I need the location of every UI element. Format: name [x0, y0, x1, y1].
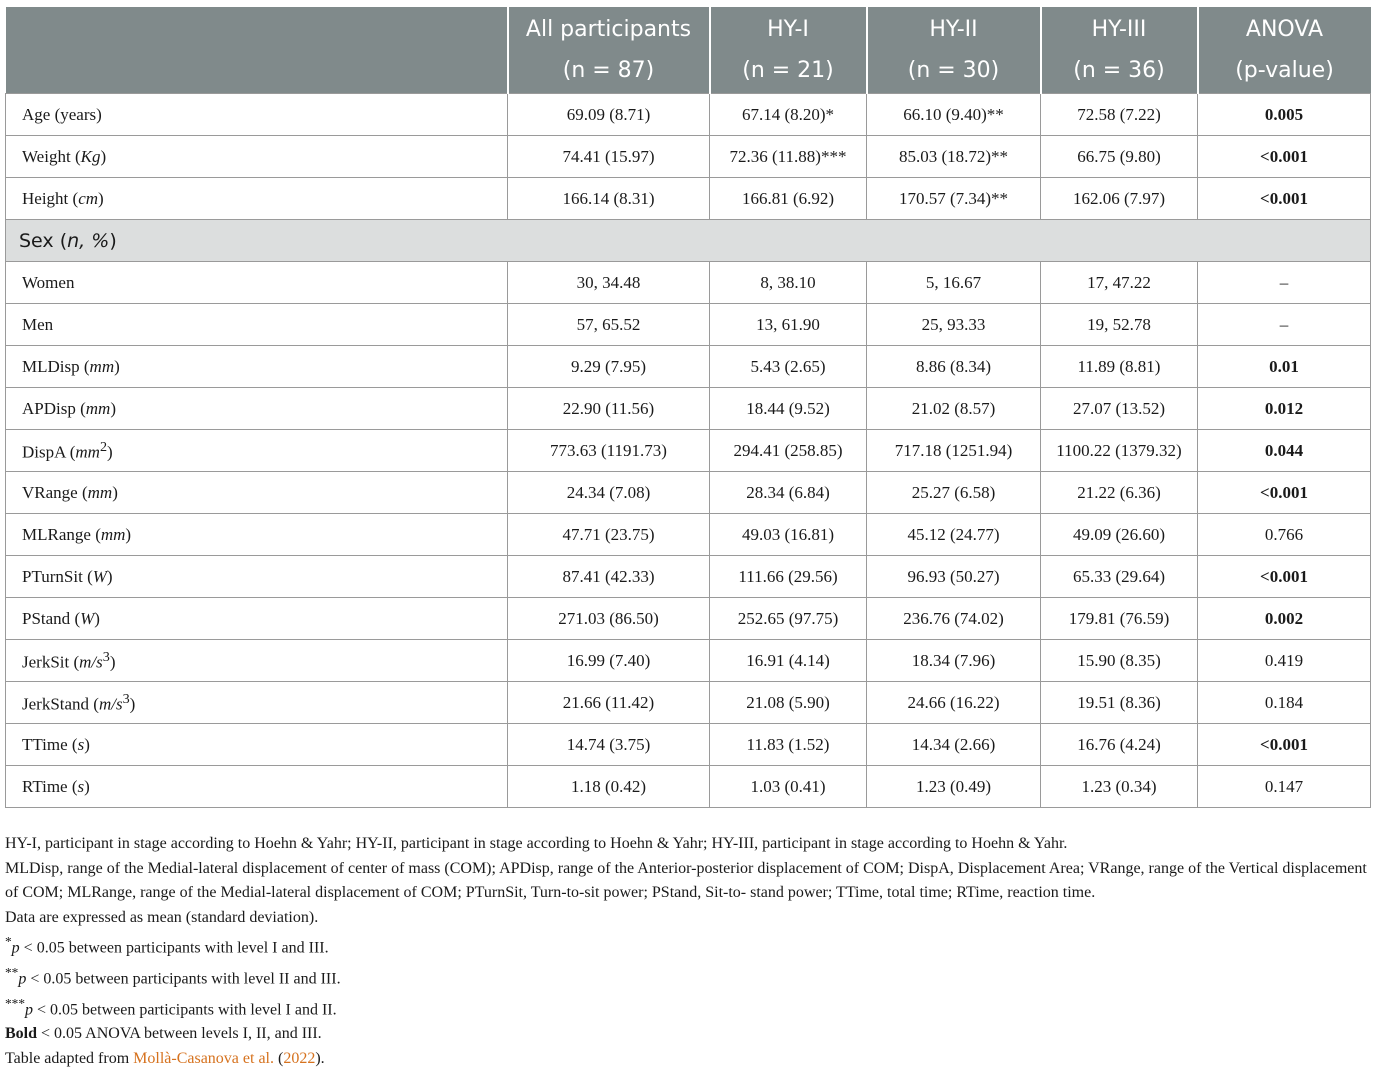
row-label: Height (cm): [6, 178, 508, 220]
table-row: [6, 598, 1371, 640]
header-all-participants: All participants (n = 87): [508, 7, 710, 94]
cell-p-value: 0.419: [1198, 640, 1371, 682]
cell-hy2: 1.23 (0.49): [867, 766, 1041, 808]
cell-all: 57, 65.52: [508, 304, 710, 346]
cell-hy2: 25, 93.33: [867, 304, 1041, 346]
row-label: PStand (W): [6, 598, 508, 640]
section-label: Sex (n, %): [6, 220, 1371, 262]
row-label: MLRange (mm): [6, 514, 508, 556]
cell-p-value: 0.044: [1198, 430, 1371, 472]
footnote-bold: Bold < 0.05 ANOVA between levels I, II, and III.: [5, 1025, 322, 1043]
row-label: JerkStand $(m/s^3)$: [6, 682, 508, 724]
row-label: JerkSit $(m/s^3)$: [6, 640, 508, 682]
cell-p-value: <0.001: [1198, 724, 1371, 766]
citation-link[interactable]: Mollà-Casanova et al.: [133, 1049, 274, 1067]
data-table: [5, 7, 1371, 808]
cell-hy1: 72.36 (11.88)***: [710, 136, 867, 178]
footnote-significance-1: *p < 0.05 between participants with level I and III.: [5, 934, 329, 957]
row-label: RTime (s): [6, 766, 508, 808]
table-row: [6, 640, 1371, 682]
table-row: [6, 556, 1371, 598]
cell-hy2: 170.57 (7.34)**: [867, 178, 1041, 220]
row-label: VRange (mm): [6, 472, 508, 514]
table-row: [6, 136, 1371, 178]
row-label: APDisp (mm): [6, 388, 508, 430]
cell-all: 69.09 (8.71): [508, 94, 710, 136]
cell-hy3: 1100.22 (1379.32): [1041, 430, 1198, 472]
cell-all: 74.41 (15.97): [508, 136, 710, 178]
table-row: [6, 430, 1371, 472]
row-label: Weight (Kg): [6, 136, 508, 178]
table-row: [6, 262, 1371, 304]
footnote-source: Table adapted from Mollà-Casanova et al. (2022).: [5, 1049, 325, 1067]
cell-hy1: 16.91 (4.14): [710, 640, 867, 682]
cell-all: 87.41 (42.33): [508, 556, 710, 598]
cell-hy1: 11.83 (1.52): [710, 724, 867, 766]
table-row: [6, 472, 1371, 514]
table-row: [6, 766, 1371, 808]
cell-hy3: 21.22 (6.36): [1041, 472, 1198, 514]
cell-hy3: 1.23 (0.34): [1041, 766, 1198, 808]
cell-hy1: 8, 38.10: [710, 262, 867, 304]
cell-hy2: 5, 16.67: [867, 262, 1041, 304]
cell-hy2: 25.27 (6.58): [867, 472, 1041, 514]
cell-p-value: –: [1198, 262, 1371, 304]
cell-hy1: 21.08 (5.90): [710, 682, 867, 724]
header-hy-i: HY-I (n = 21): [710, 7, 867, 94]
cell-all: 16.99 (7.40): [508, 640, 710, 682]
table-row: [6, 346, 1371, 388]
section-row-sex: [6, 220, 1371, 262]
cell-hy2: 18.34 (7.96): [867, 640, 1041, 682]
cell-p-value: <0.001: [1198, 556, 1371, 598]
cell-hy3: 162.06 (7.97): [1041, 178, 1198, 220]
cell-p-value: 0.184: [1198, 682, 1371, 724]
cell-hy1: 18.44 (9.52): [710, 388, 867, 430]
cell-hy1: 13, 61.90: [710, 304, 867, 346]
table-body: [6, 94, 1371, 808]
cell-hy3: 19.51 (8.36): [1041, 682, 1198, 724]
cell-p-value: <0.001: [1198, 178, 1371, 220]
cell-hy2: 717.18 (1251.94): [867, 430, 1041, 472]
footnote-abbrev-measures: MLDisp, range of the Medial-lateral displacement of center of mass (COM); APDisp, range of the Anterior-posterior displacement of COM; DispA, Displacement Area; VRange, range of the Vertical displacement of COM; MLRange, range of the Medial-lateral displacement of COM; PTurnSit, Turn-to-sit power; PStand, Sit-to- stand power; TTime, total time; RTime, reaction time.: [5, 859, 1367, 901]
table-container: [5, 7, 1370, 808]
cell-hy3: 17, 47.22: [1041, 262, 1198, 304]
table-row: [6, 514, 1371, 556]
cell-hy2: 66.10 (9.40)**: [867, 94, 1041, 136]
header-hy-ii: HY-II (n = 30): [867, 7, 1041, 94]
cell-all: 14.74 (3.75): [508, 724, 710, 766]
cell-p-value: 0.012: [1198, 388, 1371, 430]
cell-all: 24.34 (7.08): [508, 472, 710, 514]
cell-p-value: –: [1198, 304, 1371, 346]
cell-hy1: 252.65 (97.75): [710, 598, 867, 640]
row-label: TTime (s): [6, 724, 508, 766]
cell-hy2: 45.12 (24.77): [867, 514, 1041, 556]
table-row: [6, 682, 1371, 724]
header-empty: [6, 7, 508, 94]
cell-hy3: 16.76 (4.24): [1041, 724, 1198, 766]
cell-all: 30, 34.48: [508, 262, 710, 304]
cell-hy3: 72.58 (7.22): [1041, 94, 1198, 136]
table-footnotes: [5, 832, 1373, 1071]
row-label: Women: [6, 262, 508, 304]
cell-p-value: 0.002: [1198, 598, 1371, 640]
table-row: [6, 304, 1371, 346]
cell-hy2: 8.86 (8.34): [867, 346, 1041, 388]
citation-year-link[interactable]: 2022: [283, 1049, 316, 1067]
cell-p-value: <0.001: [1198, 472, 1371, 514]
cell-hy2: 96.93 (50.27): [867, 556, 1041, 598]
cell-hy2: 21.02 (8.57): [867, 388, 1041, 430]
cell-hy1: 28.34 (6.84): [710, 472, 867, 514]
cell-hy3: 179.81 (76.59): [1041, 598, 1198, 640]
row-label: DispA $(mm^2)$: [6, 430, 508, 472]
cell-hy1: 49.03 (16.81): [710, 514, 867, 556]
cell-hy1: 166.81 (6.92): [710, 178, 867, 220]
table-row: [6, 388, 1371, 430]
cell-hy3: 19, 52.78: [1041, 304, 1198, 346]
cell-hy1: 5.43 (2.65): [710, 346, 867, 388]
cell-p-value: 0.766: [1198, 514, 1371, 556]
cell-hy3: 49.09 (26.60): [1041, 514, 1198, 556]
table-row: [6, 178, 1371, 220]
table-header: [6, 7, 1371, 94]
cell-all: 47.71 (23.75): [508, 514, 710, 556]
cell-hy3: 15.90 (8.35): [1041, 640, 1198, 682]
cell-hy1: 1.03 (0.41): [710, 766, 867, 808]
cell-all: 271.03 (86.50): [508, 598, 710, 640]
cell-all: 166.14 (8.31): [508, 178, 710, 220]
cell-hy1: 67.14 (8.20)*: [710, 94, 867, 136]
table-row: [6, 724, 1371, 766]
cell-all: 21.66 (11.42): [508, 682, 710, 724]
cell-hy2: 24.66 (16.22): [867, 682, 1041, 724]
cell-hy2: 14.34 (2.66): [867, 724, 1041, 766]
cell-hy1: 294.41 (258.85): [710, 430, 867, 472]
cell-p-value: <0.001: [1198, 136, 1371, 178]
footnote-abbrev-hy: HY-I, participant in stage according to Hoehn & Yahr; HY-II, participant in stage according to Hoehn & Yahr; HY-III, participant in stage according to Hoehn & Yahr.: [5, 835, 1068, 852]
row-label: PTurnSit (W): [6, 556, 508, 598]
cell-hy3: 65.33 (29.64): [1041, 556, 1198, 598]
cell-all: 773.63 (1191.73): [508, 430, 710, 472]
footnote-significance-2: **p < 0.05 between participants with level II and III.: [5, 964, 341, 988]
footnote-significance-3: ***p < 0.05 between participants with level I and II.: [5, 995, 337, 1018]
cell-p-value: 0.01: [1198, 346, 1371, 388]
header-hy-iii: HY-III (n = 36): [1041, 7, 1198, 94]
cell-hy2: 85.03 (18.72)**: [867, 136, 1041, 178]
cell-p-value: 0.005: [1198, 94, 1371, 136]
cell-all: 22.90 (11.56): [508, 388, 710, 430]
cell-hy3: 11.89 (8.81): [1041, 346, 1198, 388]
cell-hy3: 66.75 (9.80): [1041, 136, 1198, 178]
row-label: MLDisp (mm): [6, 346, 508, 388]
cell-hy1: 111.66 (29.56): [710, 556, 867, 598]
row-label: Men: [6, 304, 508, 346]
cell-hy3: 27.07 (13.52): [1041, 388, 1198, 430]
row-label: Age (years): [6, 94, 508, 136]
cell-all: 9.29 (7.95): [508, 346, 710, 388]
cell-hy2: 236.76 (74.02): [867, 598, 1041, 640]
cell-p-value: 0.147: [1198, 766, 1371, 808]
cell-all: 1.18 (0.42): [508, 766, 710, 808]
table-row: [6, 94, 1371, 136]
header-anova: ANOVA (p-value): [1198, 7, 1371, 94]
footnote-data-format: Data are expressed as mean (standard deviation).: [5, 908, 319, 926]
